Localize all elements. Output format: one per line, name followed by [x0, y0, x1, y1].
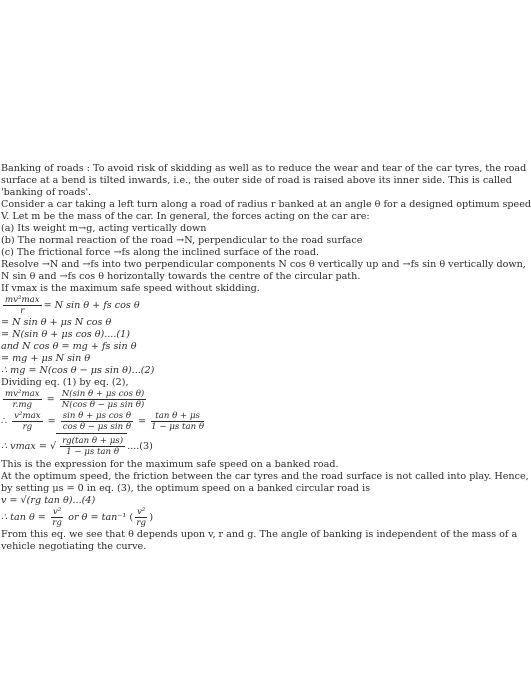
therefore-symbol: ∴	[1, 416, 8, 427]
equation-10: v = √(rg tan θ)...(4)	[1, 495, 96, 506]
equation-9	[1, 433, 471, 459]
equation-8: ∴ $\frac{\text{v²max}}{rg}$ = $\frac{\text{sin θ + μs cos θ}}{\text{cos θ − μs sin θ}}$ = $\frac{\text{tan θ + μs}}{\text{1 − μs tan θ}}$	[1, 411, 205, 432]
equation-rhs: = N sin θ + fs cos θ	[43, 300, 140, 311]
equation-7: $\frac{\text{mv²max}}{r.mg}$ = $\frac{\text{N(sin θ + μs cos θ)}}{\text{N(cos θ − μs sin θ)}}$	[5, 389, 145, 410]
equation-mid: or θ = tan⁻¹	[68, 512, 127, 523]
vmax-definition: If vmax is the maximum safe speed without skidding.	[1, 283, 260, 294]
optimum-line-2: by setting μs = 0 in eq. (3), the optimum speed on a banked circular road is	[1, 483, 371, 494]
numerator: tan θ + μs	[151, 411, 204, 422]
consider-line-2: V. Let m be the mass of the car. In general, the forces acting on the car are:	[1, 211, 370, 222]
intro-line-2: surface at a bend is tilted inwards, i.e., the outer side of road is raised above its inner side. This is called	[1, 175, 512, 186]
fraction	[151, 411, 204, 432]
intro-line-1: Banking of roads : To avoid risk of skidding as well as to reduce the wear and tear of the car tyres, the road	[1, 163, 527, 174]
equation-5: = mg + μs N sin θ	[1, 353, 91, 364]
resolve-line-1: Resolve →N and →fs into two perpendicular components N cos θ vertically up and →fs sin θ vertically down,	[1, 259, 526, 270]
numerator: v²	[137, 507, 146, 517]
resolve-line-2: N sin θ and →fs cos θ horizontally towards the centre of the circular path.	[1, 271, 361, 282]
numerator: v²	[52, 507, 62, 517]
denominator: rg	[136, 518, 147, 528]
numerator: rg(tan θ + μs)	[62, 436, 124, 446]
numerator: mv²max	[5, 295, 40, 305]
denominator: r	[20, 306, 25, 316]
fraction	[3, 389, 42, 410]
equation-tag: ....(3)	[127, 441, 153, 452]
force-c: (c) The frictional force →fs along the inclined surface of the road.	[1, 247, 320, 258]
numerator: sin θ + μs cos θ	[62, 411, 132, 421]
dividing-line: Dividing eq. (1) by eq. (2),	[1, 377, 129, 388]
equation-11: ∴ tan θ = $\frac{\text{v²}}{rg}$ or θ = tan⁻¹ ( $\frac{\text{v²}}{rg}$ )	[1, 507, 154, 528]
equation-lhs: ∴ vmax =	[1, 441, 47, 452]
fraction	[60, 436, 125, 457]
equation-6: ∴ mg = N(cos θ − μs sin θ)...(2)	[1, 365, 155, 376]
optimum-line-1: At the optimum speed, the friction between the car tyres and the road surface is not called into play. Hence,	[1, 471, 529, 482]
equation-lhs: ∴ tan θ =	[1, 512, 46, 523]
equation-1	[1, 295, 471, 317]
consider-line-1: Consider a car taking a left turn along a road of radius r banked at an angle θ for a designed optimum speed	[1, 199, 531, 210]
equation-3: = N(sin θ + μs cos θ)....(1)	[1, 329, 130, 340]
fraction	[60, 389, 147, 410]
numerator: N(sin θ + μs cos θ)	[61, 389, 145, 399]
denominator: 1 − μs tan θ	[151, 422, 205, 432]
force-a: (a) Its weight m→g, acting vertically down	[1, 223, 207, 234]
denominator: rg	[22, 422, 33, 432]
conclusion-line-2: vehicle negotiating the curve.	[1, 541, 147, 552]
expression-line: This is the expression for the maximum safe speed on a banked road.	[1, 459, 339, 470]
denominator: rg	[52, 518, 62, 528]
denominator: r.mg	[12, 400, 33, 410]
denominator: N(cos θ − μs sin θ)	[61, 400, 145, 410]
fraction	[12, 411, 42, 432]
denominator: 1 − μs tan θ	[66, 447, 120, 457]
sqrt-symbol: √	[49, 441, 57, 452]
numerator: v²max	[14, 411, 41, 421]
solution-text	[1, 163, 531, 553]
fraction	[51, 507, 63, 528]
numerator: mv²max	[5, 389, 40, 399]
fraction	[61, 411, 133, 432]
denominator: cos θ − μs sin θ	[62, 422, 132, 432]
equation-4: and N cos θ = mg + fs sin θ	[1, 341, 137, 352]
conclusion-line-1: From this eq. we see that θ depends upon v, r and g. The angle of banking is independent of the mass of a	[1, 529, 518, 540]
fraction	[135, 507, 147, 528]
sqrt-body	[56, 433, 127, 460]
fraction	[3, 295, 42, 316]
equation-2: = N sin θ + μs N cos θ	[1, 317, 112, 328]
intro-line-3: 'banking of roads'.	[1, 187, 92, 198]
force-b: (b) The normal reaction of the road →N, perpendicular to the road surface	[1, 235, 363, 246]
